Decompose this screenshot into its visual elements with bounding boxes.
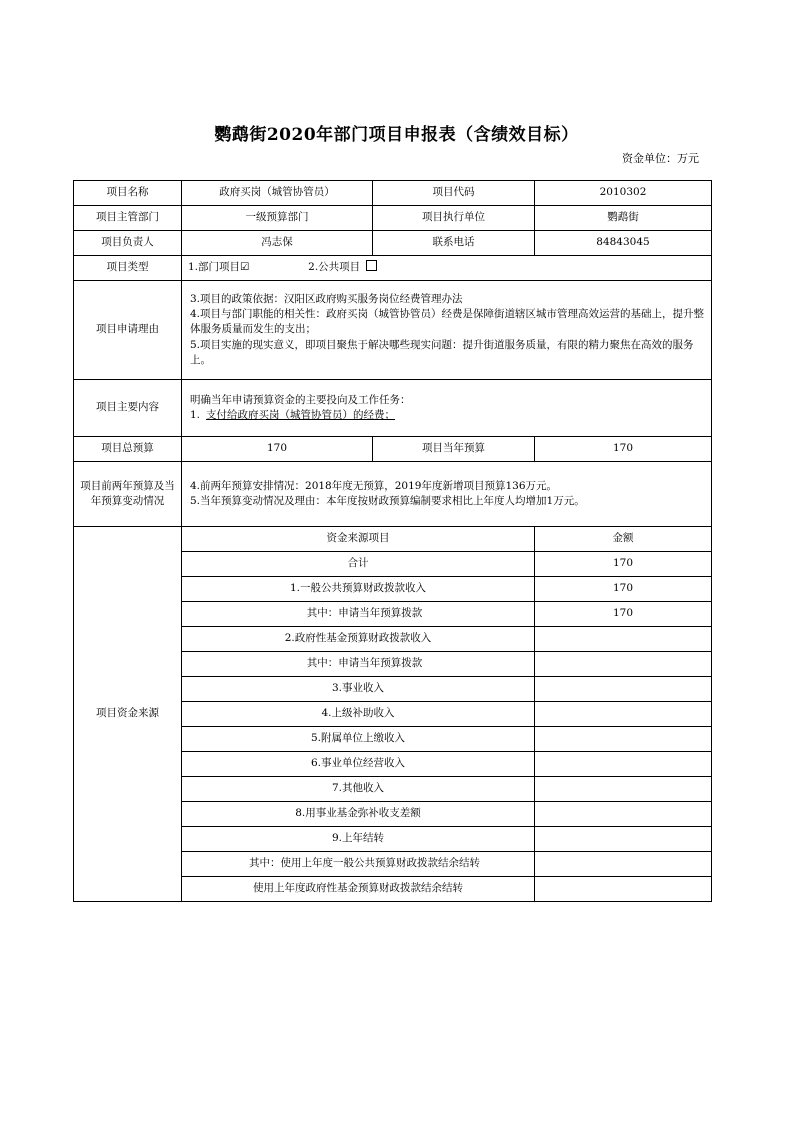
- owner-label: 项目负责人: [74, 231, 182, 256]
- funding-item-amount: [535, 652, 712, 677]
- funding-item-name: 使用上年度政府性基金预算财政拨款结余结转: [182, 877, 535, 902]
- funding-item-amount: [535, 752, 712, 777]
- row-budget: [74, 437, 712, 462]
- funding-item-name: 6.事业单位经营收入: [182, 752, 535, 777]
- funding-item-name: 1.一般公共预算财政拨款收入: [182, 577, 535, 602]
- funding-item-name: 9.上年结转: [182, 827, 535, 852]
- funding-item-name: 5.附属单位上缴收入: [182, 727, 535, 752]
- change-label: 项目前两年预算及当年预算变动情况: [74, 462, 182, 527]
- funding-item-name: 其中：申请当年预算拨款: [182, 652, 535, 677]
- content-label: 项目主要内容: [74, 380, 182, 437]
- dept-value: 一级预算部门: [182, 206, 373, 231]
- funding-item-name: 4.上级补助收入: [182, 702, 535, 727]
- phone-label: 联系电话: [373, 231, 535, 256]
- change-line: 4.前两年预算安排情况：2018年度无预算，2019年度新增项目预算136万元。: [190, 479, 558, 492]
- funding-item-amount: [535, 627, 712, 652]
- reason-label: 项目申请理由: [74, 281, 182, 380]
- funding-item-amount: [535, 777, 712, 802]
- exec-unit-value: 鹦鹉街: [535, 206, 712, 231]
- type-option-dept-check[interactable]: ☑: [240, 261, 250, 274]
- funding-header-amount: 金额: [535, 527, 712, 552]
- funding-item-amount: [535, 702, 712, 727]
- exec-unit-label: 项目执行单位: [373, 206, 535, 231]
- row-project-type: [74, 256, 712, 281]
- project-name-label: 项目名称: [74, 181, 182, 206]
- total-budget-label: 项目总预算: [74, 437, 182, 462]
- content-line: 明确当年申请预算资金的主要投向及工作任务：: [190, 393, 411, 406]
- content-line-underlined: 支付给政府买岗（城管协管员）的经费；: [206, 409, 396, 421]
- funding-item-amount: [535, 727, 712, 752]
- funding-item-name: 7.其他收入: [182, 777, 535, 802]
- total-budget-value: 170: [182, 437, 373, 462]
- funding-item-amount: [535, 827, 712, 852]
- type-option-dept: 1.部门项目: [188, 261, 241, 274]
- project-code-label: 项目代码: [373, 181, 535, 206]
- funding-header-item: 资金来源项目: [182, 527, 535, 552]
- type-options: [182, 256, 712, 281]
- funding-item-name: 2.政府性基金预算财政拨款收入: [182, 627, 535, 652]
- funding-item-amount: [535, 877, 712, 902]
- change-line: 5.当年预算变动情况及理由：本年度按财政预算编制要求相比上年度人均增加1万元。: [190, 495, 585, 507]
- page-title: 鹦鹉街2020年部门项目申报表（含绩效目标）: [214, 125, 579, 145]
- reason-line: 4.项目与部门职能的相关性：政府买岗（城管协管员）经费是保障街道辖区城市管理高效运营的基础上，提升整体服务质量而发生的支出；: [190, 308, 705, 336]
- content-line: [190, 408, 705, 423]
- row-dept: [74, 206, 712, 231]
- reason-text: [182, 281, 712, 380]
- funding-item-name: 3.事业收入: [182, 677, 535, 702]
- project-application-table: [73, 180, 712, 902]
- content-text: [182, 380, 712, 437]
- funding-item-name: 合计: [182, 552, 535, 577]
- funding-item-amount: 170: [535, 552, 712, 577]
- change-text: [182, 462, 712, 527]
- dept-label: 项目主管部门: [74, 206, 182, 231]
- content-line-prefix: 1.: [190, 409, 201, 421]
- type-label: 项目类型: [74, 256, 182, 281]
- year-budget-label: 项目当年预算: [373, 437, 535, 462]
- currency-unit: 资金单位：万元: [622, 152, 699, 165]
- funding-item-name: 8.用事业基金弥补收支差额: [182, 802, 535, 827]
- row-reason: [74, 281, 712, 380]
- owner-value: 冯志保: [182, 231, 373, 256]
- funding-item-amount: 170: [535, 577, 712, 602]
- funding-item-amount: [535, 802, 712, 827]
- year-budget-value: 170: [535, 437, 712, 462]
- project-code-value: 2010302: [535, 181, 712, 206]
- funding-item-amount: 170: [535, 602, 712, 627]
- row-content: [74, 380, 712, 437]
- funding-label: 项目资金来源: [74, 527, 182, 902]
- funding-header-row: [74, 527, 712, 552]
- row-budget-change: [74, 462, 712, 527]
- project-name-value: 政府买岗（城管协管员）: [182, 181, 373, 206]
- row-owner: [74, 231, 712, 256]
- funding-item-amount: [535, 852, 712, 877]
- phone-value: 84843045: [535, 231, 712, 256]
- funding-item-amount: [535, 677, 712, 702]
- row-project-name: [74, 181, 712, 206]
- funding-item-name: 其中：申请当年预算拨款: [182, 602, 535, 627]
- type-option-public-checkbox[interactable]: [366, 260, 377, 271]
- type-option-public: 2.公共项目: [308, 261, 361, 274]
- reason-line: 5.项目实施的现实意义，即项目聚焦于解决哪些现实问题：提升街道服务质量，有限的精力聚焦在高效的服务上。: [190, 338, 694, 366]
- reason-line: 3.项目的政策依据：汉阳区政府购买服务岗位经费管理办法: [190, 292, 463, 305]
- funding-item-name: 其中：使用上年度一般公共预算财政拨款结余结转: [182, 852, 535, 877]
